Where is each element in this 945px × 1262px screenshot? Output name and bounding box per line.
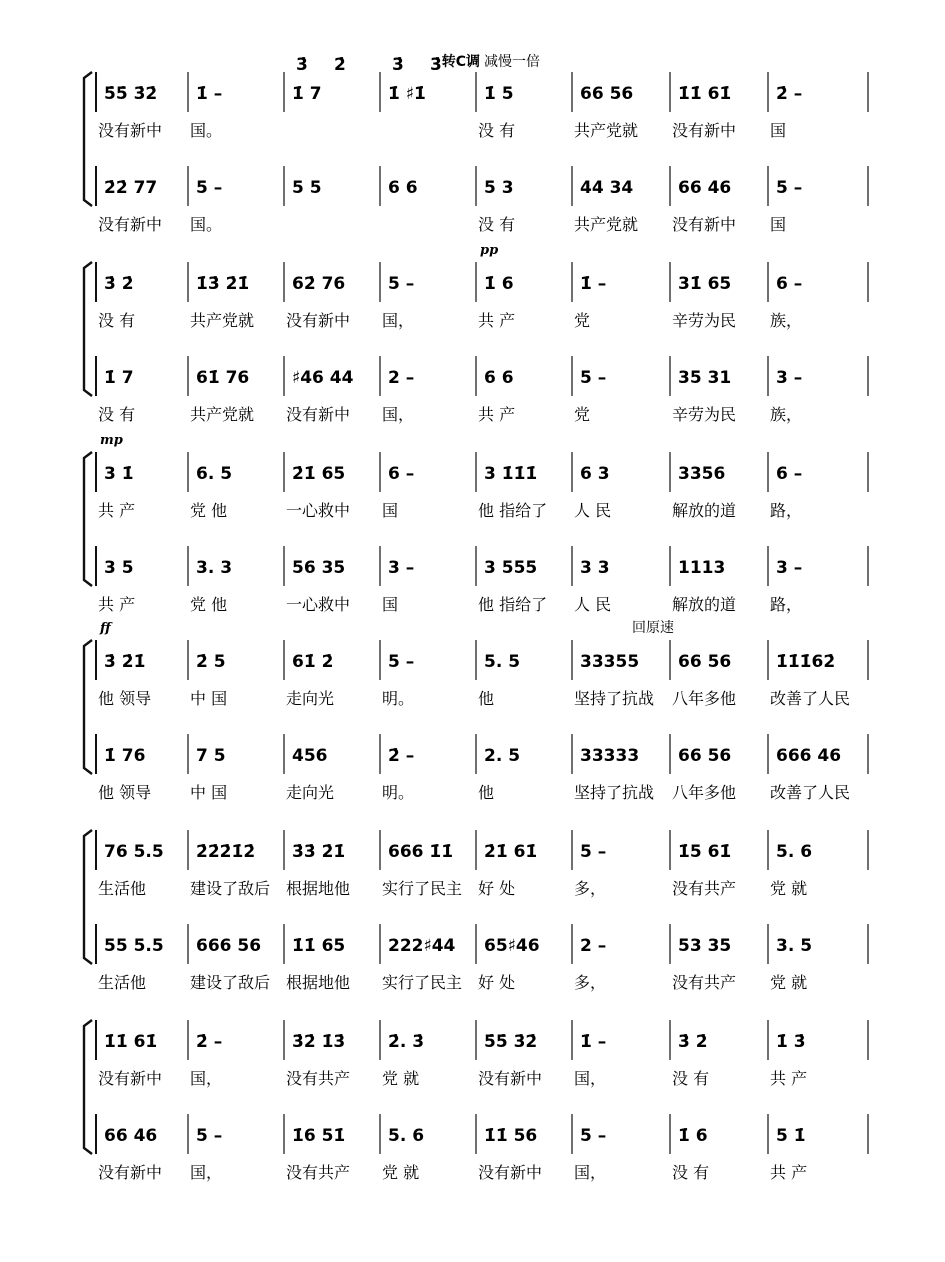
measure-notes: 66 46	[678, 178, 732, 198]
lyric-text: 路，	[770, 595, 803, 614]
lyric-text: 党 他	[190, 595, 228, 614]
lyric-text: 多，	[574, 879, 607, 898]
measure-notes: 61̇ 2̇	[292, 652, 334, 672]
measure-notes: 1̇ –	[580, 274, 607, 294]
measure-notes: 66 56	[678, 746, 732, 766]
measure-notes: 6 6	[484, 368, 514, 388]
measure-notes: 1̇1̇1̇62̇	[776, 652, 836, 672]
measure-notes: 6 3	[580, 464, 610, 484]
system	[84, 1020, 868, 1182]
measure-notes: 66 46	[104, 1126, 158, 1146]
measure-notes: 5 1̇	[776, 1126, 806, 1146]
measure-notes: 1̇ –	[196, 84, 223, 104]
lyric-text: 没 有	[478, 215, 516, 234]
measure-notes: 1̇1̇ 56	[484, 1126, 538, 1146]
measure-notes: 5 –	[580, 842, 607, 862]
lyric-text: 根据地他	[286, 879, 351, 898]
lyric-text: 中 国	[190, 689, 228, 708]
tempo-change-label: 减慢一倍	[484, 54, 540, 70]
lyric-text: 没 有	[98, 311, 136, 330]
measure-notes: 6 –	[388, 464, 415, 484]
upper-voice-note: 3̇	[296, 55, 308, 75]
measure-notes: 5 –	[196, 178, 223, 198]
lyric-text: 共产党就	[190, 311, 255, 330]
system	[84, 830, 868, 992]
lyric-text: 没有共产	[286, 1069, 351, 1088]
measure-notes: 456	[292, 746, 328, 766]
measure-notes: 1̇ ♯1̇	[388, 84, 426, 104]
lyric-text: 国	[382, 501, 399, 520]
lyric-text: 没有共产	[672, 879, 737, 898]
measure-notes: 3 5	[104, 558, 134, 578]
measure-notes: 3̇2̇ 1̇3̇	[292, 1032, 346, 1052]
lyric-text: 明。	[382, 689, 415, 708]
lyric-text: 他 领导	[98, 783, 152, 802]
measure-notes: 3̇ 2̇1̇	[104, 652, 146, 672]
system-bracket	[84, 72, 92, 206]
measure-notes: 2̇. 3̇	[388, 1032, 425, 1052]
lyric-text: 好 处	[478, 879, 516, 898]
lyric-text: 党 就	[382, 1163, 420, 1182]
lyric-text: 实行了民主	[382, 973, 463, 992]
lyric-text: 八年多他	[672, 689, 737, 708]
lyric-text: 根据地他	[286, 973, 351, 992]
measure-notes: 1̇ 7	[104, 368, 134, 388]
measure-notes: 76 5.5	[104, 842, 164, 862]
system-bracket	[84, 1020, 92, 1154]
lyric-text: 国，	[382, 311, 415, 330]
lyric-text: 八年多他	[672, 783, 737, 802]
lyric-text: 中 国	[190, 783, 228, 802]
measure-notes: 2̇ –	[776, 84, 803, 104]
system-bracket	[84, 640, 92, 774]
measure-notes: 5. 5	[484, 652, 521, 672]
lyric-text: 共产党就	[190, 405, 255, 424]
measure-notes: 3 555	[484, 558, 538, 578]
measure-notes: 666 56	[196, 936, 262, 956]
measure-notes: 1̇ 6	[484, 274, 514, 294]
lyric-text: 路，	[770, 501, 803, 520]
lyric-text: 国，	[382, 405, 415, 424]
measure-notes: 62̇ 76	[292, 274, 346, 294]
lyric-text: 改善了人民	[770, 689, 851, 708]
lyric-text: 辛劳为民	[672, 405, 737, 424]
measure-notes: 1̇ 5	[484, 84, 514, 104]
system	[84, 243, 868, 424]
measure-notes: 53 35	[678, 936, 732, 956]
measure-notes: 5̇5̇ 3̇2̇	[104, 84, 158, 104]
lyric-text: 没有新中	[478, 1069, 543, 1088]
measure-notes: 3 1̇1̇1̇	[484, 464, 538, 484]
lyric-text: 他	[478, 783, 495, 802]
lyric-text: 没有新中	[478, 1163, 543, 1182]
lyric-text: 明。	[382, 783, 415, 802]
lyric-text: 国，	[574, 1163, 607, 1182]
lyric-text: 走向光	[286, 783, 335, 802]
measure-notes: 33355	[580, 652, 640, 672]
lyric-text: 没有新中	[672, 215, 737, 234]
measure-notes: 1̇ 76	[104, 746, 146, 766]
lyric-text: 生活他	[98, 973, 147, 992]
lyric-text: 他	[478, 689, 495, 708]
lyric-text: 解放的道	[672, 501, 737, 520]
measure-notes: 6 6	[388, 178, 418, 198]
upper-voice-note: 3̇	[392, 55, 404, 75]
measure-notes: 55 5.5	[104, 936, 164, 956]
measure-notes: 2̇ 5	[196, 652, 226, 672]
lyric-text: 没有新中	[98, 121, 163, 140]
lyric-text: 没有新中	[98, 1069, 163, 1088]
lyric-text: 坚持了抗战	[574, 783, 655, 802]
system	[84, 619, 868, 802]
measure-notes: 2̇1̇ 61̇	[484, 842, 538, 862]
lyric-text: 没 有	[672, 1163, 710, 1182]
measure-notes: 1̇3̇ 2̇1̇	[196, 274, 250, 294]
system	[84, 433, 868, 614]
measure-notes: 5 5	[292, 178, 322, 198]
measure-notes: 2 –	[580, 936, 607, 956]
lyric-text: 多，	[574, 973, 607, 992]
measure-notes: 44 34	[580, 178, 634, 198]
lyric-text: 国，	[190, 1069, 223, 1088]
measure-notes: 2̇2̇2̇1̇2̇	[196, 842, 256, 862]
measure-notes: 56 35	[292, 558, 346, 578]
measure-notes: 222♯44	[388, 936, 456, 956]
lyric-text: 没有新中	[98, 1163, 163, 1182]
lyric-text: 没有共产	[286, 1163, 351, 1182]
measure-notes: 1̇ 7	[292, 84, 322, 104]
measure-notes: 1̇5 61̇	[678, 842, 732, 862]
lyric-text: 共 产	[478, 405, 516, 424]
lyric-text: 共 产	[98, 595, 136, 614]
measure-notes: 3. 5	[776, 936, 813, 956]
dynamic-mark: mp	[100, 433, 123, 448]
measure-notes: 5. 6	[776, 842, 813, 862]
measure-notes: 1̇1̇ 61̇	[678, 84, 732, 104]
lyric-text: 走向光	[286, 689, 335, 708]
measure-notes: 5 –	[388, 652, 415, 672]
measure-notes: 5. 6	[388, 1126, 425, 1146]
tempo-annotation: 回原速	[632, 620, 674, 636]
lyric-text: 族，	[770, 311, 803, 330]
lyric-text: 国。	[190, 215, 223, 234]
lyric-text: 共 产	[98, 501, 136, 520]
measure-notes: 5 3	[484, 178, 514, 198]
measure-notes: 3 –	[776, 558, 803, 578]
lyric-text: 国	[770, 215, 787, 234]
lyric-text: 共 产	[770, 1163, 808, 1182]
lyric-text: 共 产	[478, 311, 516, 330]
measure-notes: 3. 3	[196, 558, 233, 578]
measure-notes: 3356	[678, 464, 726, 484]
measure-notes: 6. 5	[196, 464, 233, 484]
lyric-text: 他 指给了	[478, 501, 548, 520]
lyric-text: 解放的道	[672, 595, 737, 614]
dynamic-mark: ff	[100, 621, 111, 636]
lyric-text: 建设了敌后	[190, 879, 271, 898]
lyric-text: 没有新中	[286, 405, 351, 424]
lyric-text: 人 民	[574, 595, 612, 614]
lyric-text: 国	[382, 595, 399, 614]
measure-notes: 2̇1̇ 65	[292, 464, 346, 484]
lyric-text: 坚持了抗战	[574, 689, 655, 708]
measure-notes: 6 –	[776, 274, 803, 294]
lyric-text: 一心救中	[286, 595, 351, 614]
measure-notes: 35 31	[678, 368, 732, 388]
system-bracket	[84, 262, 92, 396]
measure-notes: 2 –	[388, 368, 415, 388]
measure-notes: 1̇ 6	[678, 1126, 708, 1146]
measure-notes: 65♯46	[484, 936, 540, 956]
lyric-text: 实行了民主	[382, 879, 463, 898]
measure-notes: 3̇ 2̇	[104, 274, 134, 294]
dynamic-mark: pp	[480, 243, 499, 258]
lyric-text: 辛劳为民	[672, 311, 737, 330]
lyric-text: 国，	[190, 1163, 223, 1182]
measure-notes: 1̇6 51̇	[292, 1126, 346, 1146]
lyric-text: 党 就	[770, 879, 808, 898]
lyric-text: 没 有	[98, 405, 136, 424]
lyric-text: 共产党就	[574, 215, 639, 234]
lyric-text: 共产党就	[574, 121, 639, 140]
measure-notes: 3 –	[776, 368, 803, 388]
lyric-text: 一心救中	[286, 501, 351, 520]
measure-notes: 3 3	[580, 558, 610, 578]
upper-voice-note: 2̇	[334, 55, 346, 75]
measure-notes: 2̇ –	[388, 746, 415, 766]
lyric-text: 国。	[190, 121, 223, 140]
lyric-text: 没有新中	[672, 121, 737, 140]
lyric-text: 改善了人民	[770, 783, 851, 802]
measure-notes: 2̇ –	[196, 1032, 223, 1052]
lyric-text: 党	[574, 311, 591, 330]
key-change-label: 转C调	[441, 54, 480, 70]
measure-notes: 3̇ 2̇	[678, 1032, 708, 1052]
measure-notes: 5 –	[196, 1126, 223, 1146]
lyric-text: 党 就	[770, 973, 808, 992]
measure-notes: 2. 5	[484, 746, 521, 766]
measure-notes: 6 –	[776, 464, 803, 484]
score-systems	[84, 55, 868, 1182]
measure-notes: 31̇ 65	[678, 274, 732, 294]
lyric-text: 没有共产	[672, 973, 737, 992]
upper-voice-note: 3̇	[430, 55, 442, 75]
measure-notes: 5 –	[388, 274, 415, 294]
measure-notes: 3 –	[388, 558, 415, 578]
measure-notes: 5 –	[580, 368, 607, 388]
lyric-text: 族，	[770, 405, 803, 424]
measure-notes: 2̇2̇ 77	[104, 178, 158, 198]
measure-notes: 66 56	[580, 84, 634, 104]
measure-notes: 66 56	[678, 652, 732, 672]
lyric-text: 国，	[574, 1069, 607, 1088]
lyric-text: 他 领导	[98, 689, 152, 708]
lyric-text: 生活他	[98, 879, 147, 898]
lyric-text: 国	[770, 121, 787, 140]
lyric-text: 人 民	[574, 501, 612, 520]
measure-notes: 1113	[678, 558, 726, 578]
measure-notes: 1̇ –	[580, 1032, 607, 1052]
measure-notes: 3 1̇	[104, 464, 134, 484]
lyric-text: 他 指给了	[478, 595, 548, 614]
lyric-text: 共 产	[770, 1069, 808, 1088]
measure-notes: 7 5	[196, 746, 226, 766]
system-bracket	[84, 452, 92, 586]
measure-notes: 1̇1̇ 61̇	[104, 1032, 158, 1052]
measure-notes: 5 –	[580, 1126, 607, 1146]
measure-notes: 1̇ 3̇	[776, 1032, 806, 1052]
lyric-text: 没 有	[478, 121, 516, 140]
measure-notes: 5 –	[776, 178, 803, 198]
measure-notes: 61̇ 76	[196, 368, 250, 388]
lyric-text: 没有新中	[286, 311, 351, 330]
lyric-text: 好 处	[478, 973, 516, 992]
lyric-text: 没有新中	[98, 215, 163, 234]
measure-notes: ♯46 44	[292, 368, 354, 388]
system	[84, 55, 868, 234]
measure-notes: 1̇1̇ 65	[292, 936, 346, 956]
lyric-text: 没 有	[672, 1069, 710, 1088]
measure-notes: 3̇3̇ 2̇1̇	[292, 842, 346, 862]
lyric-text: 党 就	[382, 1069, 420, 1088]
lyric-text: 党	[574, 405, 591, 424]
measure-notes: 666 1̇1̇	[388, 842, 454, 862]
measure-notes: 33333	[580, 746, 640, 766]
system-bracket	[84, 830, 92, 964]
lyric-text: 建设了敌后	[190, 973, 271, 992]
measure-notes: 5̇5̇ 3̇2̇	[484, 1032, 538, 1052]
lyric-text: 党 他	[190, 501, 228, 520]
measure-notes: 666 46	[776, 746, 842, 766]
